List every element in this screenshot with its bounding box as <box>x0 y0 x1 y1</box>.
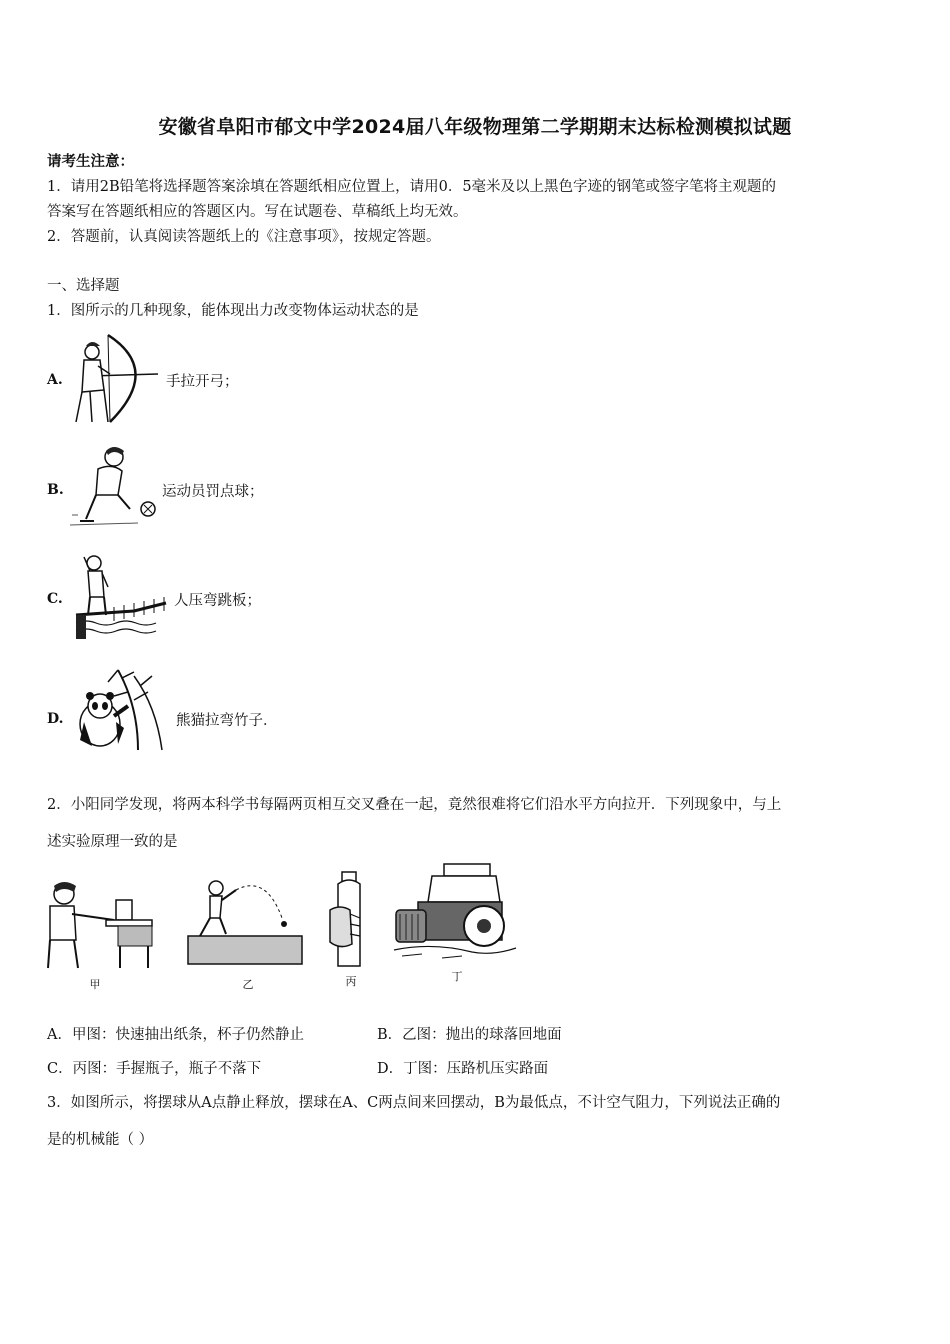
q3-stem-line-1: 3．如图所示，将摆球从A点静止释放，摆球在A、C两点间来回摆动，B为最低点，不计空气阻力，下列说法正确的 <box>47 1095 781 1111</box>
q2-option-a: A．甲图：快速抽出纸条，杯子仍然静止 <box>47 1027 304 1043</box>
q3-stem-line-2: 是的机械能（ ） <box>47 1132 154 1148</box>
notice-heading: 请考生注意： <box>47 153 134 170</box>
diver-on-springboard-icon <box>74 553 168 641</box>
q2-figure-jia <box>44 878 156 970</box>
notice-line-1a: 1．请用2B铅笔将选择题答案涂填在答题纸相应位置上，请用0．5毫米及以上黑色字迹的钢笔或签字笔将主观题的 <box>47 179 777 195</box>
q1-option-b-letter: B. <box>47 482 64 498</box>
q1-stem: 1．图所示的几种现象，能体现出力改变物体运动状态的是 <box>47 303 419 319</box>
player-kicking-ball-icon <box>68 443 160 529</box>
page-title: 安徽省阜阳市郁文中学2024届八年级物理第二学期期末达标检测模拟试题 <box>158 116 792 138</box>
q1-option-c-letter: C. <box>47 591 63 607</box>
q1-option-d-letter: D. <box>47 711 64 727</box>
q2-stem-line-1: 2．小阳同学发现，将两本科学书每隔两页相互交叉叠在一起，竟然很难将它们沿水平方向拉开．下列现象中，与上 <box>47 797 782 813</box>
archer-drawing-bow-icon <box>70 330 162 425</box>
q1-option-a-letter: A. <box>47 372 63 388</box>
q1-option-a-text: 手拉开弓； <box>166 374 239 390</box>
q1-option-d-text: 熊猫拉弯竹子． <box>176 713 278 729</box>
q2-caption-ding: 丁 <box>451 970 463 983</box>
section-heading: 一、选择题 <box>47 278 120 294</box>
q2-option-c: C．丙图：手握瓶子，瓶子不落下 <box>47 1061 262 1077</box>
q2-caption-jia: 甲 <box>89 978 101 991</box>
q2-stem-line-2: 述实验原理一致的是 <box>47 834 178 850</box>
q2-option-d: D．丁图：压路机压实路面 <box>377 1061 549 1077</box>
q1-option-b-text: 运动员罚点球； <box>162 484 264 500</box>
notice-line-2: 2．答题前，认真阅读答题纸上的《注意事项》，按规定答题。 <box>47 229 441 245</box>
q2-figure-yi <box>186 878 306 970</box>
panda-bending-bamboo-icon <box>78 666 170 752</box>
q2-figure-bing <box>326 870 370 970</box>
notice-line-1b: 答案写在答题纸相应的答题区内。写在试题卷、草稿纸上均无效。 <box>47 204 468 220</box>
q2-caption-bing: 丙 <box>345 975 357 988</box>
q2-figure-ding <box>392 862 518 962</box>
q1-option-c-text: 人压弯跳板； <box>174 593 261 609</box>
q2-caption-yi: 乙 <box>242 978 254 991</box>
q2-option-b: B．乙图：抛出的球落回地面 <box>377 1027 562 1043</box>
